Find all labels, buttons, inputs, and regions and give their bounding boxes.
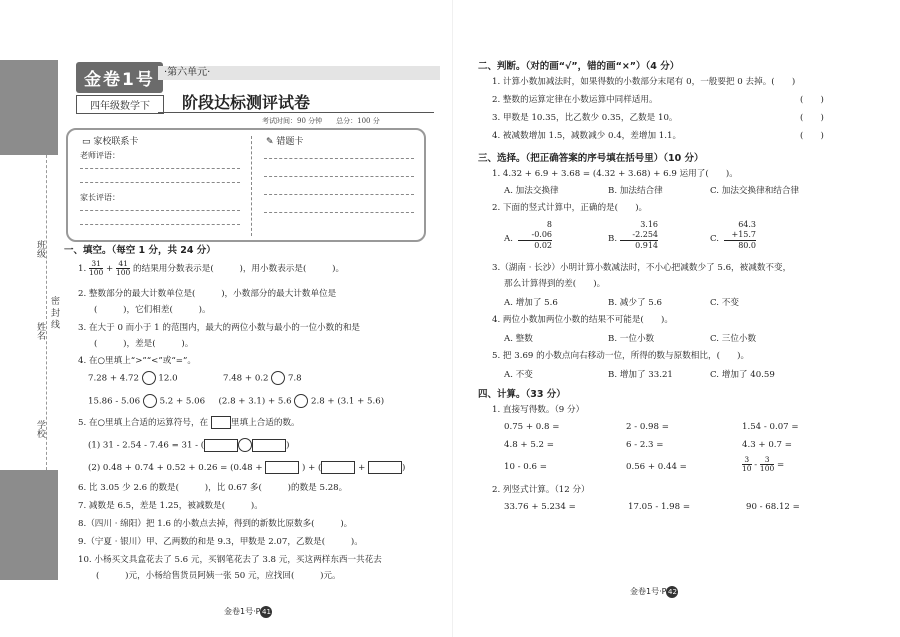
wrong-line-2[interactable]: [264, 176, 414, 177]
direct-item: 2 - 0.98 =: [626, 422, 669, 432]
strip-block-top: [0, 60, 58, 155]
calc-vertical-title: 2. 列竖式计算。（12 分）: [492, 485, 590, 495]
question-10-line-2: ( )元，小杨给售货员阿姨一张 50 元，应找回( )元。: [96, 571, 341, 581]
calc-direct-title: 1. 直接写得数。（9 分）: [492, 405, 585, 415]
choice-4-option-b[interactable]: B. 一位小数: [608, 334, 655, 344]
judge-4-paren[interactable]: ( ): [800, 131, 824, 141]
direct-item: 1.54 - 0.07 =: [742, 422, 799, 432]
answer-box[interactable]: [252, 439, 286, 452]
question-8: 8.（四川 · 绵阳）把 1.6 的小数点去掉，得到的新数比原数多( )。: [78, 519, 353, 529]
question-5: 5. 在○里填上合适的运算符号，在 里填上合适的数。: [78, 418, 300, 428]
wrong-line-4[interactable]: [264, 212, 414, 213]
judge-2: 2. 整数的运算定律在小数运算中同样适用。: [492, 95, 658, 105]
compare-circle[interactable]: [271, 371, 285, 385]
parent-line-1[interactable]: [80, 210, 240, 211]
vertical-item: 90 - 68.12 =: [746, 502, 800, 512]
choice-4-option-a[interactable]: A. 整数: [504, 334, 533, 344]
question-10-line-1: 10. 小杨买文具盒花去了 5.6 元，买钢笔花去了 3.8 元，买这两样东西一共花去: [78, 555, 382, 565]
contact-card: [66, 128, 426, 242]
answer-box[interactable]: [321, 461, 355, 474]
choice-5: 5. 把 3.69 的小数点向右移动一位，所得的数与原数相比，( )。: [492, 351, 750, 361]
wrong-card-title: ✎ 错题卡: [266, 137, 304, 147]
compare-row-1: 7.28 + 4.72 12.0 7.48 + 0.2 7.8: [88, 371, 302, 385]
seal-line-label: 密 封 线: [49, 296, 59, 329]
choice-4-option-c[interactable]: C. 三位小数: [710, 334, 757, 344]
choice-5-option-a[interactable]: A. 不变: [504, 370, 533, 380]
wrong-line-3[interactable]: [264, 194, 414, 195]
judge-4: 4. 被减数增加 1.5，减数减少 0.4，差增加 1.1。: [492, 131, 682, 141]
choice-2: 2. 下面的竖式计算中，正确的是( )。: [492, 203, 648, 213]
choice-1: 1. 4.32 + 6.9 + 3.68 = (4.32 + 3.68) + 6.9 运用了( )。: [492, 169, 738, 179]
page-footer-right: 金卷1号·P 42: [630, 587, 677, 596]
section-judge-title: 二、判断。（对的画“√”，错的画“×”）（4 分）: [478, 61, 680, 72]
brand-logo: 金卷1号: [76, 62, 163, 93]
question-1: 1. $\frac{31}{100}$ + $\frac{41}{100}$ 的结果用分数表示是( )，用小数表示是( )。: [78, 259, 345, 277]
judge-2-paren[interactable]: ( ): [800, 95, 824, 105]
card-divider: [251, 136, 252, 236]
vertical-item: 17.05 - 1.98 =: [628, 502, 691, 512]
question-5-2: (2) 0.48 + 0.74 + 0.52 + 0.26 = (0.48 + ) + ( + ): [88, 463, 406, 473]
answer-box[interactable]: [368, 461, 402, 474]
vertical-calc-a: 8 -0.06 0.02: [518, 220, 552, 251]
direct-item: 6 - 2.3 =: [626, 440, 664, 450]
parent-line-2[interactable]: [80, 224, 240, 225]
section-choice-title: 三、选择。（把正确答案的序号填在括号里）（10 分）: [478, 153, 704, 164]
class-label: 班级: [35, 240, 45, 258]
choice-2-option-b-label[interactable]: B.: [608, 234, 618, 244]
compare-circle[interactable]: [294, 394, 308, 408]
school-label: 学校: [35, 420, 45, 438]
unit-bar: ·第六单元·: [158, 66, 440, 80]
strip-block-bottom: [0, 470, 58, 580]
choice-3-option-b[interactable]: B. 减少了 5.6: [608, 298, 662, 308]
page-divider: [452, 0, 453, 637]
binding-strip: [0, 0, 60, 637]
question-3-line-2: ( )，差是( )。: [94, 339, 194, 349]
teacher-comment-label: 老师评语：: [80, 151, 120, 160]
choice-3-line-2: 那么计算得到的差( )。: [504, 279, 606, 289]
answer-box[interactable]: [265, 461, 299, 474]
direct-item: 10 - 0.6 =: [504, 462, 547, 472]
question-6: 6. 比 3.05 少 2.6 的数是( )，比 0.67 多( )的数是 5.28。: [78, 483, 348, 493]
choice-2-option-c-label[interactable]: C.: [710, 234, 720, 244]
choice-3-option-a[interactable]: A. 增加了 5.6: [504, 298, 558, 308]
question-2-line-2: ( )，它们相差( )。: [94, 305, 211, 315]
section-fill-title: 一、填空。（每空 1 分，共 24 分）: [64, 245, 216, 256]
answer-box[interactable]: [204, 439, 238, 452]
page-title: 阶段达标测评试卷: [182, 93, 311, 112]
page-number: 41: [262, 608, 271, 616]
vertical-calc-b: 3.16 -2.254 0.914: [620, 220, 658, 251]
direct-item: 0.56 + 0.44 =: [626, 462, 687, 472]
choice-1-option-c[interactable]: C. 加法交换律和结合律: [710, 186, 800, 196]
choice-1-option-b[interactable]: B. 加法结合律: [608, 186, 663, 196]
question-5-1: (1) 31 - 2.54 - 7.46 = 31 - ( ): [88, 438, 290, 452]
question-7: 7. 减数是 6.5，差是 1.25，被减数是( )。: [78, 501, 263, 511]
judge-3: 3. 甲数是 10.35，比乙数少 0.35，乙数是 10。: [492, 113, 678, 123]
judge-3-paren[interactable]: ( ): [800, 113, 824, 123]
question-3-line-1: 3. 在大于 0 而小于 1 的范围内，最大的两位小数与最小的一位小数的和是: [78, 323, 361, 333]
vertical-item: 33.76 + 5.234 =: [504, 502, 576, 512]
compare-row-2: 15.86 - 5.06 5.2 + 5.06 (2.8 + 3.1) + 5.6 2.8 + (3.1 + 5.6): [88, 394, 384, 408]
page-footer-left: 金卷1号·P 41: [224, 607, 271, 616]
section-calc-title: 四、计算。（33 分）: [478, 389, 566, 400]
choice-5-option-b[interactable]: B. 增加了 33.21: [608, 370, 673, 380]
question-4: 4. 在○里填上“>”“<”或“=”。: [78, 356, 196, 366]
wrong-line-1[interactable]: [264, 158, 414, 159]
exam-time: 考试时间：90 分钟 总分：100 分: [262, 117, 380, 125]
direct-item-fraction: $\frac{3}{10}$ - $\frac{3}{100}$ =: [742, 455, 785, 473]
compare-circle[interactable]: [143, 394, 157, 408]
grade-label: 四年级数学下: [76, 95, 164, 114]
question-9: 9.（宁夏 · 银川）甲、乙两数的和是 9.3，甲数是 2.07，乙数是( )。: [78, 537, 363, 547]
vertical-calc-c: 64.3 +15.7 80.0: [724, 220, 756, 251]
teacher-line-1[interactable]: [80, 168, 240, 169]
name-label: 姓名: [35, 322, 45, 340]
judge-1: 1. 计算小数加减法时，如果得数的小数部分末尾有 0，一般要把 0 去掉。( ): [492, 77, 796, 87]
teacher-line-2[interactable]: [80, 182, 240, 183]
home-school-title: ▭ 家校联系卡: [82, 137, 139, 147]
choice-1-option-a[interactable]: A. 加法交换律: [504, 186, 559, 196]
direct-item: 4.3 + 0.7 =: [742, 440, 792, 450]
answer-box: [211, 416, 231, 429]
parent-comment-label: 家长评语：: [80, 193, 120, 202]
brand-block: [76, 62, 164, 114]
choice-4: 4. 两位小数加两位小数的结果不可能是( )。: [492, 315, 673, 325]
choice-3-line-1: 3.（湖南 · 长沙）小明计算小数减法时，不小心把减数少了 5.6，被减数不变，: [492, 263, 792, 273]
operator-circle[interactable]: [238, 438, 252, 452]
choice-3-option-c[interactable]: C. 不变: [710, 298, 739, 308]
page-number: 42: [668, 588, 677, 596]
fraction-41-100: $\frac{41}{100}$: [115, 259, 131, 277]
question-2-line-1: 2. 整数部分的最大计数单位是( )，小数部分的最大计数单位是: [78, 289, 337, 299]
title-rule: [158, 112, 434, 113]
choice-2-option-a-label[interactable]: A.: [504, 234, 513, 244]
fraction-31-100: $\frac{31}{100}$: [88, 259, 104, 277]
compare-circle[interactable]: [142, 371, 156, 385]
choice-5-option-c[interactable]: C. 增加了 40.59: [710, 370, 775, 380]
direct-item: 4.8 + 5.2 =: [504, 440, 554, 450]
direct-item: 0.75 + 0.8 =: [504, 422, 560, 432]
